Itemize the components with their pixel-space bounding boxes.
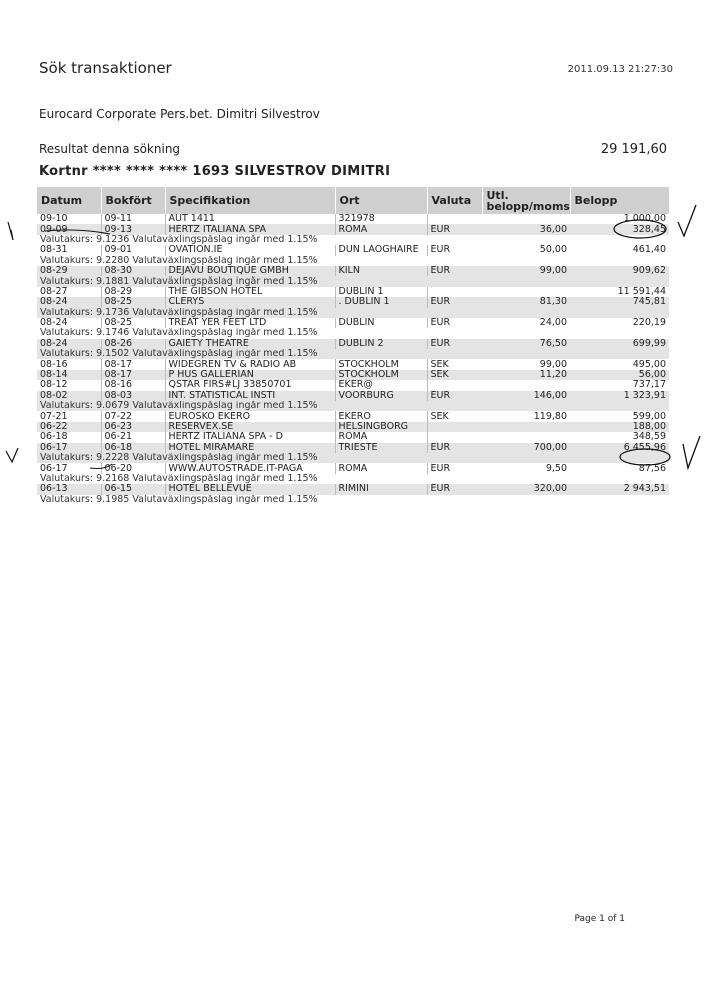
cell-specifikation: AUT 1411 <box>165 214 335 224</box>
cell-valuta: SEK <box>427 411 482 421</box>
tick-left-icon <box>8 222 13 240</box>
cell-ort: EKER@ <box>335 380 427 390</box>
cell-datum: 09-10 <box>40 214 68 225</box>
exchange-rate-text: Valutakurs: 9.1985 Valutaväxlingspåslag ingår med 1.15% <box>40 494 318 505</box>
cell-specifikation: HERTZ ITALIANA SPA <box>165 224 335 234</box>
cell-ort: DUBLIN 2 <box>335 339 427 349</box>
cell-bokfort: 09-13 <box>101 224 165 234</box>
cell-belopp: 909,62 <box>570 266 669 276</box>
cell-datum: 08-16 <box>40 359 68 370</box>
cell-datum: 06-22 <box>37 422 101 432</box>
exchange-rate-text: Valutakurs: 9.1746 Valutaväxlingspåslag ingår med 1.15% <box>40 328 318 339</box>
col-header-specifikation: Specifikation <box>165 187 335 214</box>
exchange-rate-text: Valutakurs: 9.1502 Valutaväxlingspåslag ingår med 1.15% <box>37 349 669 359</box>
cell-datum: 08-02 <box>37 391 101 401</box>
cell-ort: KILN <box>335 266 427 276</box>
cell-valuta: EUR <box>427 391 482 401</box>
cell-ort: DUBLIN 1 <box>335 287 427 297</box>
cell-utl-belopp: 99,00 <box>482 266 570 276</box>
cell-valuta: EUR <box>427 318 482 328</box>
page-title: Sök transaktioner <box>39 59 172 77</box>
result-total: 29 191,60 <box>600 142 667 157</box>
cell-ort: RIMINI <box>335 484 427 494</box>
cell-utl-belopp: 320,00 <box>482 484 570 494</box>
account-name: Eurocard Corporate Pers.bet. Dimitri Silvestrov <box>39 107 320 121</box>
cell-utl-belopp: 11,20 <box>482 370 570 380</box>
cell-ort: . DUBLIN 1 <box>335 297 427 307</box>
exchange-rate-text: Valutakurs: 9.2228 Valutaväxlingspåslag ingår med 1.15% <box>37 453 669 463</box>
cell-specifikation: DEJAVU BOUTIQUE GMBH <box>165 266 335 276</box>
cell-belopp: 6 455,96 <box>570 443 669 453</box>
cell-datum: 06-17 <box>40 463 68 474</box>
cell-ort: ROMA <box>335 224 427 234</box>
cell-datum: 08-24 <box>37 297 101 307</box>
circle-mark-icon <box>614 220 666 238</box>
cell-specifikation: TREAT YER FEET LTD <box>165 318 335 328</box>
cell-specifikation: QSTAR FIRS#LJ 33850701 <box>165 380 335 390</box>
cell-utl-belopp: 700,00 <box>482 443 570 453</box>
col-header-ort: Ort <box>335 187 427 214</box>
cell-utl-belopp: 119,80 <box>533 411 567 422</box>
cell-belopp: 461,40 <box>632 245 666 256</box>
cell-valuta: EUR <box>427 245 482 255</box>
cell-specifikation: WIDEGREN TV & RADIO AB <box>165 359 335 369</box>
card-number: Kortnr **** **** **** 1693 SILVESTROV DIMITRI <box>39 164 391 179</box>
cell-belopp: 745,81 <box>570 297 669 307</box>
cell-datum: 08-12 <box>40 380 68 391</box>
col-header-belopp: Belopp <box>570 187 669 214</box>
cell-datum: 08-24 <box>40 317 68 329</box>
cell-bokfort: 06-21 <box>101 432 165 442</box>
cell-utl-belopp: 146,00 <box>482 391 570 401</box>
checkmark-icon <box>683 436 700 468</box>
cell-ort: ROMA <box>335 432 427 442</box>
cell-specifikation: OVATION.IE <box>165 245 335 255</box>
cell-valuta: EUR <box>427 224 482 234</box>
cell-datum: 08-27 <box>40 286 68 297</box>
exchange-rate-text: Valutakurs: 9.1236 Valutaväxlingspåslag ingår med 1.15% <box>40 234 318 245</box>
col-header-datum: Datum <box>37 187 101 214</box>
cell-bokfort: 08-26 <box>101 339 165 349</box>
cell-belopp: 348,59 <box>632 432 666 443</box>
cell-bokfort: 06-23 <box>101 422 165 432</box>
page-number: Page 1 of 1 <box>574 914 625 924</box>
exchange-rate-text: Valutakurs: 9.2168 Valutaväxlingspåslag ingår med 1.15% <box>40 473 318 484</box>
exchange-rate-text: Valutakurs: 9.1881 Valutaväxlingspåslag ingår med 1.15% <box>37 276 669 286</box>
cell-belopp: 495,00 <box>632 359 666 370</box>
cell-utl-belopp: 36,00 <box>482 224 570 234</box>
cell-bokfort: 08-03 <box>101 391 165 401</box>
circle-mark-icon <box>620 449 670 465</box>
cell-valuta: EUR <box>427 463 482 473</box>
cell-bokfort: 08-25 <box>101 318 165 328</box>
cell-valuta: EUR <box>427 339 482 349</box>
cell-belopp: 56,00 <box>570 370 669 380</box>
cell-specifikation: WWW.AUTOSTRADE.IT-PAGA <box>165 463 335 473</box>
col-header-utl-belopp: Utl. belopp/moms <box>482 187 570 214</box>
cell-valuta: SEK <box>427 370 482 380</box>
cell-belopp: 220,19 <box>632 317 666 329</box>
cell-datum: 08-31 <box>40 245 68 256</box>
cell-specifikation: P HUS GALLERIAN <box>165 370 335 380</box>
cell-utl-belopp: 81,30 <box>482 297 570 307</box>
print-timestamp: 2011.09.13 21:27:30 <box>567 64 673 75</box>
cell-bokfort: 09-01 <box>101 245 165 255</box>
cell-datum: 07-21 <box>40 411 68 422</box>
exchange-rate-text: Valutakurs: 9.1736 Valutaväxlingspåslag ingår med 1.15% <box>37 308 669 318</box>
cell-specifikation: INT. STATISTICAL INSTI <box>165 391 335 401</box>
cell-belopp: 1 000,00 <box>623 214 666 225</box>
cell-valuta: EUR <box>427 484 482 494</box>
cell-ort: HELSINGBORG <box>335 422 427 432</box>
checkmark-icon <box>678 205 696 236</box>
cell-bokfort: 08-17 <box>101 370 165 380</box>
cell-valuta: EUR <box>427 266 482 276</box>
tick-left-icon <box>6 448 18 462</box>
col-header-valuta: Valuta <box>427 187 482 214</box>
cell-bokfort: 08-29 <box>101 287 165 297</box>
cell-belopp: 87,56 <box>638 463 666 474</box>
cell-specifikation: HOTEL MIRAMARE <box>165 443 335 453</box>
cell-datum: 06-17 <box>37 443 101 453</box>
underline-stroke-icon <box>45 230 110 234</box>
cell-ort: TRIESTE <box>335 443 427 453</box>
cell-datum: 08-14 <box>37 370 101 380</box>
cell-ort: STOCKHOLM <box>335 370 427 380</box>
cell-utl-belopp: 50,00 <box>539 245 567 256</box>
cell-utl-belopp: 9,50 <box>545 463 567 474</box>
cell-belopp: 599,00 <box>632 411 666 422</box>
cell-ort: ROMA <box>335 463 427 473</box>
cell-datum: 06-18 <box>40 432 68 443</box>
cell-utl-belopp: 76,50 <box>482 339 570 349</box>
cell-utl-belopp: 24,00 <box>539 317 567 329</box>
cell-belopp: 2 943,51 <box>570 484 669 494</box>
cell-specifikation: EUROSKO EKERO <box>165 411 335 421</box>
cell-datum: 09-09 <box>37 224 101 234</box>
cell-bokfort: 06-20 <box>101 463 165 473</box>
exchange-rate-text: Valutakurs: 9.0679 Valutaväxlingspåslag ingår med 1.15% <box>37 401 669 411</box>
cell-belopp: 328,45 <box>570 224 669 234</box>
cell-belopp: 11 591,44 <box>617 286 666 297</box>
exchange-rate-text: Valutakurs: 9.2280 Valutaväxlingspåslag ingår med 1.15% <box>40 255 318 266</box>
cell-datum: 08-24 <box>37 339 101 349</box>
cell-ort: VOORBURG <box>335 391 427 401</box>
cell-bokfort: 08-25 <box>101 297 165 307</box>
cell-belopp: 1 323,91 <box>570 391 669 401</box>
cell-specifikation: GAIETY THEATRE <box>165 339 335 349</box>
cell-ort: STOCKHOLM <box>335 359 427 369</box>
cell-belopp: 737,17 <box>632 380 666 391</box>
cell-datum: 08-29 <box>37 266 101 276</box>
cell-bokfort: 06-18 <box>101 443 165 453</box>
cell-specifikation: RESERVEX.SE <box>165 422 335 432</box>
cell-belopp: 699,99 <box>570 339 669 349</box>
cell-specifikation: HOTEL BELLEVUE <box>165 484 335 494</box>
cell-ort: DUBLIN <box>335 318 427 328</box>
cell-bokfort: 06-15 <box>101 484 165 494</box>
cell-bokfort: 08-30 <box>101 266 165 276</box>
cell-ort: DUN LAOGHAIRE <box>335 245 427 255</box>
cell-belopp: 188,00 <box>570 422 669 432</box>
cell-specifikation: HERTZ ITALIANA SPA - D <box>165 432 335 442</box>
cell-specifikation: CLERYS <box>165 297 335 307</box>
cell-valuta: SEK <box>427 359 482 369</box>
cell-valuta: EUR <box>427 297 482 307</box>
cell-utl-belopp: 99,00 <box>539 359 567 370</box>
cell-datum: 06-13 <box>37 484 101 494</box>
cell-ort: 321978 <box>335 214 427 224</box>
cell-bokfort: 08-17 <box>101 359 165 369</box>
cell-bokfort: 09-11 <box>101 214 165 224</box>
cell-specifikation: THE GIBSON HOTEL <box>165 287 335 297</box>
cell-bokfort: 08-16 <box>101 380 165 390</box>
cell-valuta: EUR <box>427 443 482 453</box>
underline-stroke-icon <box>90 464 112 469</box>
cell-ort: EKERO <box>335 411 427 421</box>
result-label: Resultat denna sökning <box>39 142 181 156</box>
cell-bokfort: 07-22 <box>101 411 165 421</box>
col-header-bokfort: Bokfört <box>101 187 165 214</box>
